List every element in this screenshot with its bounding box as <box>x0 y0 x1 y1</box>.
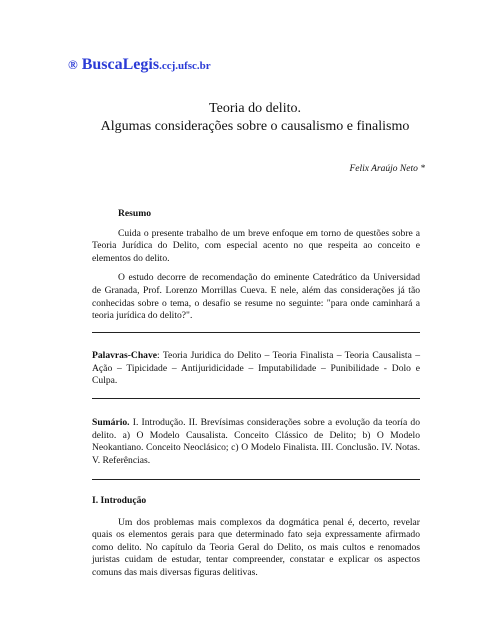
introducao-heading: I. Introdução <box>92 495 147 506</box>
logo-name: BuscaLegis <box>81 56 160 73</box>
divider <box>92 479 420 480</box>
sumario-label: Sumário. <box>92 417 130 428</box>
divider <box>92 398 420 399</box>
resumo-section <box>92 208 420 323</box>
sumario-text: I. Introdução. II. Brevísimas considerações sobre a evolução da teoría do delito. a) O Modelo Causalista. Conceito Clássico de Delito; b) O Modelo Neokantiano. Conceito Neoclásico; c) O Modelo Finalista. III. Conclusão. IV. Notas. V. Referências. <box>92 417 420 466</box>
resumo-paragraph-2: O estudo decorre de recomendação do eminente Catedrático da Universidad de Granada, Prof. Lorenzo Morrillas Cueva. E nele, além das considerações já tão conhecidas sobre o tema, o desafio se resume no seguinte: "para onde caminhará a teoria jurídica do delito?". <box>92 272 420 322</box>
keywords-text: : Teoria Juridica do Delito – Teoria Finalista – Teoria Causalista – Ação – Tipicidade – Antijuridicidade – Imputabilidade – Punibilidade - Dolo e Culpa. <box>92 350 420 387</box>
resumo-heading: Resumo <box>118 208 152 219</box>
introducao-paragraph: Um dos problemas mais complexos da dogmática penal é, decerto, revelar quais os elementos gerais para que determinado fato seja expressamente afirmado como delito. No capítulo da Teoria Geral do Delito, os mais cultos e renomados juristas cuidam de estudar, tentar compreender, constatar e explicar os aspectos comuns das mais diversas figuras delitivas. <box>92 516 420 578</box>
keywords-section <box>92 350 420 388</box>
logo-domain: .ccj.ufsc.br <box>159 60 211 72</box>
title-line-2: Algumas considerações sobre o causalismo e finalismo <box>100 119 410 134</box>
page-title <box>90 100 420 136</box>
resumo-paragraph-1: Cuida o presente trabalho de um breve enfoque em torno de questões sobre a Teoria Jurídica do Delito, com especial acento no que respeita ao conceito e elementos do delito. <box>92 227 420 264</box>
sumario-section <box>92 417 420 467</box>
site-logo[interactable] <box>68 56 211 74</box>
title-line-1: Teoria do delito. <box>209 101 301 116</box>
introducao-section <box>92 495 420 580</box>
registered-mark: ® <box>68 57 78 72</box>
author-name: Felix Araújo Neto * <box>349 164 425 174</box>
keywords-label: Palavras-Chave <box>92 350 158 361</box>
divider <box>92 332 420 333</box>
